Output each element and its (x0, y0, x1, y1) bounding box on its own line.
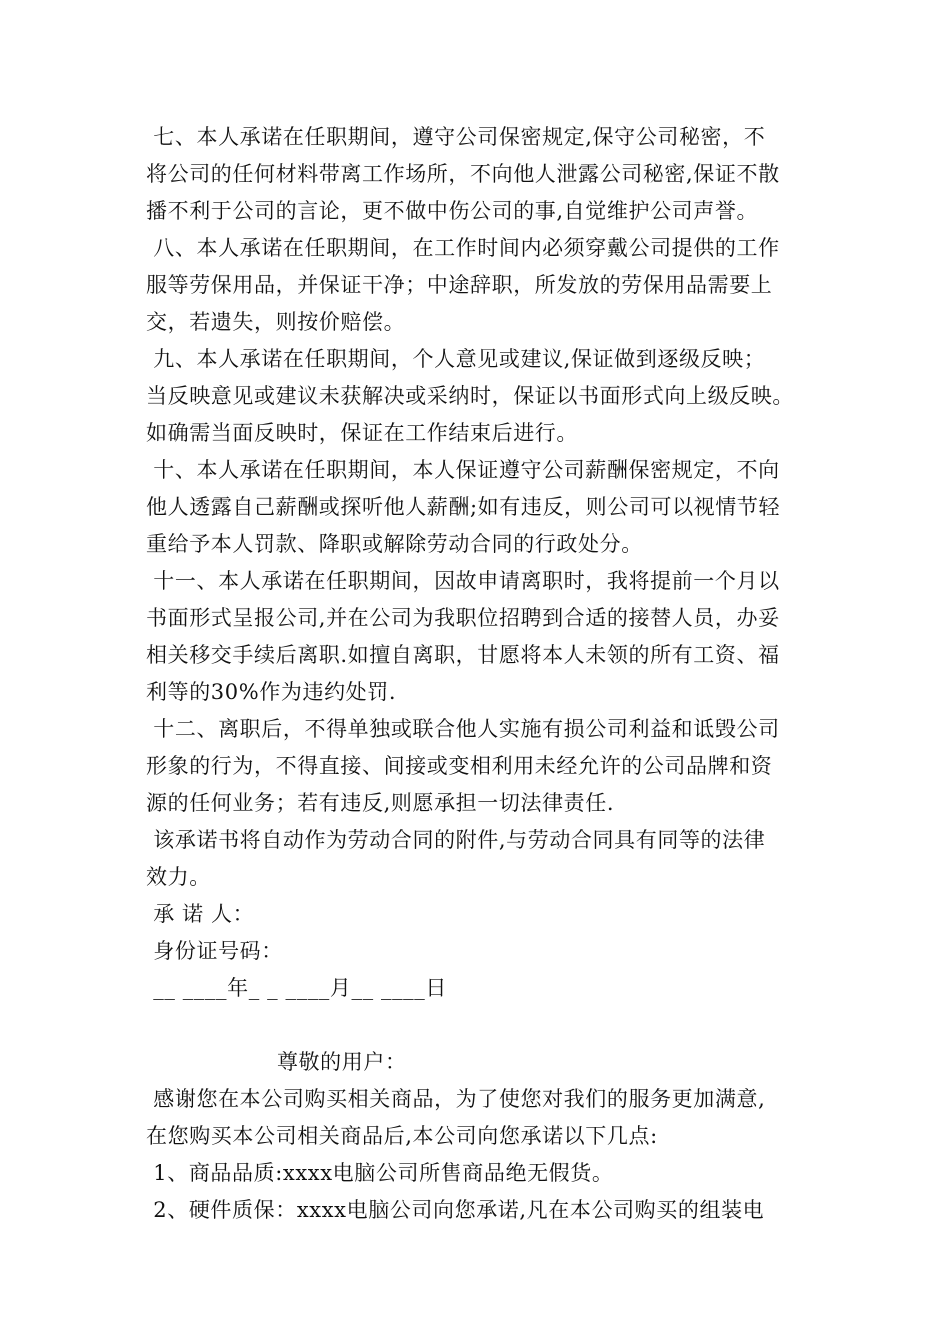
paragraph-line: 重给予本人罚款、降职或解除劳动合同的行政处分。 (146, 532, 643, 556)
paragraph-line: 当反映意见或建议未获解决或采纳时，保证以书面形式向上级反映。 (146, 384, 794, 408)
salutation-line: 尊敬的用户： (146, 1050, 407, 1074)
paragraph-line: 十二、离职后，不得单独或联合他人实施有损公司利益和诋毁公司 (146, 717, 780, 741)
paragraph-line: 形象的行为，不得直接、间接或变相利用未经允许的公司品牌和资 (146, 754, 773, 778)
paragraph-line: 九、本人承诺在任职期间，个人意见或建议,保证做到逐级反映； (146, 347, 766, 371)
paragraph-line: 将公司的任何材料带离工作场所，不向他人泄露公司秘密,保证不散 (146, 162, 780, 186)
paragraph-line: 书面形式呈报公司,并在公司为我职位招聘到合适的接替人员，办妥 (146, 606, 780, 630)
paragraph-line: 七、本人承诺在任职期间，遵守公司保密规定,保守公司秘密，不 (146, 125, 766, 149)
paragraph-line: 1、商品品质:xxxx电脑公司所售商品绝无假货。 (146, 1161, 614, 1185)
paragraph-line: 2、硬件质保：xxxx电脑公司向您承诺,凡在本公司购买的组装电 (146, 1198, 765, 1222)
paragraph-line: 交，若遗失，则按价赔偿。 (146, 310, 406, 334)
paragraph-line: 效力。 (146, 865, 211, 889)
paragraph-line: 相关移交手续后离职.如擅自离职，甘愿将本人未领的所有工资、福 (146, 643, 780, 667)
paragraph-line: 利等的30%作为违约处罚. (146, 680, 397, 704)
paragraph-line: 播不利于公司的言论，更不做中伤公司的事,自觉维护公司声誉。 (146, 199, 759, 223)
id-number-line: 身份证号码： (146, 939, 283, 963)
paragraph-line: 他人透露自己薪酬或探听他人薪酬;如有违反，则公司可以视情节轻 (146, 495, 781, 519)
paragraph-line: 源的任何业务；若有违反,则愿承担一切法律责任. (146, 791, 615, 815)
paragraph-line: 该承诺书将自动作为劳动合同的附件,与劳动合同具有同等的法律 (146, 828, 766, 852)
paragraph-line: 如确需当面反映时，保证在工作结束后进行。 (146, 421, 578, 445)
paragraph-line: 服等劳保用品，并保证干净；中途辞职，所发放的劳保用品需要上 (146, 273, 773, 297)
signatory-line: 承 诺 人： (146, 902, 255, 926)
paragraph-line: 八、本人承诺在任职期间，在工作时间内必须穿戴公司提供的工作 (146, 236, 780, 260)
paragraph-line: 十、本人承诺在任职期间，本人保证遵守公司薪酬保密规定，不向 (146, 458, 780, 482)
date-line: __ ____年_ _ ____月__ ____日 (146, 976, 447, 1000)
paragraph-line: 十一、本人承诺在任职期间，因故申请离职时，我将提前一个月以 (146, 569, 780, 593)
paragraph-line: 感谢您在本公司购买相关商品，为了使您对我们的服务更加满意, (146, 1087, 766, 1111)
paragraph-line: 在您购买本公司相关商品后,本公司向您承诺以下几点: (146, 1124, 658, 1148)
